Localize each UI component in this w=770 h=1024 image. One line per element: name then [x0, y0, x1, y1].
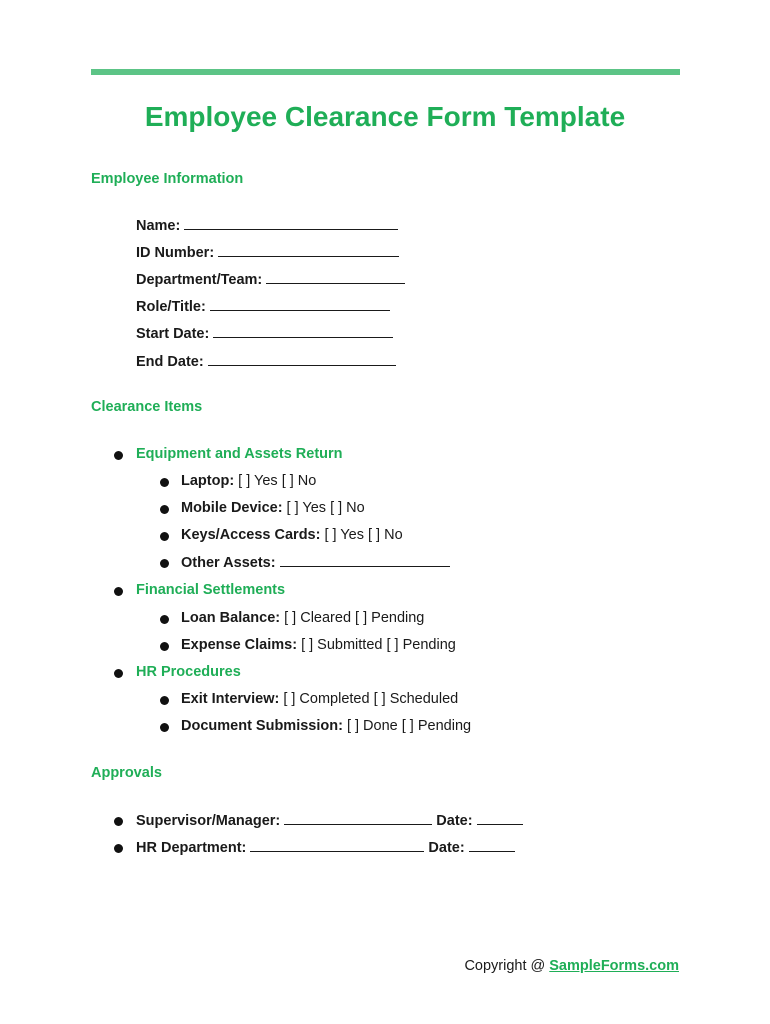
bullet-icon: [114, 587, 123, 596]
bullet-icon: [114, 817, 123, 826]
approval-supervisor: [136, 812, 523, 829]
item-laptop: [181, 473, 316, 489]
hr-date-blank[interactable]: [469, 839, 515, 852]
section-approvals: Approvals: [91, 765, 162, 781]
item-exit-interview: [181, 691, 458, 707]
end-date-blank[interactable]: [208, 353, 396, 366]
expense-claims-label: Expense Claims:: [181, 637, 298, 653]
exit-interview-options[interactable]: [ ] Completed [ ] Scheduled: [283, 691, 459, 707]
supervisor-label: Supervisor/Manager:: [136, 813, 281, 829]
department-blank[interactable]: [266, 271, 405, 284]
name-blank[interactable]: [184, 217, 398, 230]
item-loan-balance: [181, 610, 424, 626]
role-label: Role/Title:: [136, 299, 206, 315]
group-financial-settlements: Financial Settlements: [136, 582, 286, 598]
end-date-field[interactable]: [136, 353, 396, 370]
department-label: Department/Team:: [136, 272, 263, 288]
name-label: Name:: [136, 218, 181, 234]
item-expense-claims: [181, 637, 456, 653]
sampleforms-link[interactable]: SampleForms.com: [549, 958, 679, 974]
mobile-device-options[interactable]: [ ] Yes [ ] No: [286, 500, 365, 516]
role-blank[interactable]: [210, 298, 390, 311]
hr-signature-blank[interactable]: [250, 839, 424, 852]
supervisor-signature-blank[interactable]: [284, 812, 432, 825]
document-submission-options[interactable]: [ ] Done [ ] Pending: [346, 718, 472, 734]
other-assets-blank[interactable]: [280, 554, 450, 567]
keys-options[interactable]: [ ] Yes [ ] No: [324, 527, 403, 543]
item-other-assets: [181, 554, 450, 571]
page-title: Employee Clearance Form Template: [144, 101, 626, 132]
section-clearance-items: Clearance Items: [91, 399, 203, 415]
id-number-field[interactable]: [136, 244, 399, 261]
bullet-icon: [160, 642, 169, 651]
other-assets-label: Other Assets:: [181, 555, 276, 571]
role-field[interactable]: [136, 298, 390, 315]
id-number-blank[interactable]: [218, 244, 399, 257]
bullet-icon: [114, 844, 123, 853]
bullet-icon: [160, 478, 169, 487]
exit-interview-label: Exit Interview:: [181, 691, 280, 707]
approval-hr-department: [136, 839, 515, 856]
start-date-field[interactable]: [136, 325, 393, 342]
bullet-icon: [160, 505, 169, 514]
hr-department-label: HR Department:: [136, 840, 247, 856]
laptop-label: Laptop:: [181, 473, 235, 489]
bullet-icon: [114, 451, 123, 460]
supervisor-date-label: Date:: [436, 813, 473, 829]
bullet-icon: [114, 669, 123, 678]
bullet-icon: [160, 696, 169, 705]
department-field[interactable]: [136, 271, 405, 288]
loan-balance-options[interactable]: [ ] Cleared [ ] Pending: [284, 610, 425, 626]
start-date-label: Start Date:: [136, 326, 210, 342]
mobile-device-label: Mobile Device:: [181, 500, 283, 516]
hr-date-label: Date:: [428, 840, 465, 856]
copyright-footer: [464, 958, 679, 974]
id-number-label: ID Number:: [136, 245, 215, 261]
name-field[interactable]: [136, 217, 398, 234]
end-date-label: End Date:: [136, 354, 204, 370]
loan-balance-label: Loan Balance:: [181, 610, 281, 626]
item-document-submission: [181, 718, 471, 734]
start-date-blank[interactable]: [213, 325, 393, 338]
top-accent-bar: [91, 69, 680, 75]
bullet-icon: [160, 723, 169, 732]
bullet-icon: [160, 615, 169, 624]
expense-claims-options[interactable]: [ ] Submitted [ ] Pending: [301, 637, 456, 653]
item-mobile-device: [181, 500, 365, 516]
copyright-text: Copyright @: [464, 958, 546, 974]
section-employee-information: Employee Information: [91, 171, 244, 187]
supervisor-date-blank[interactable]: [477, 812, 523, 825]
document-submission-label: Document Submission:: [181, 718, 343, 734]
item-keys-access-cards: [181, 527, 403, 543]
group-hr-procedures: HR Procedures: [136, 664, 241, 680]
group-equipment-assets: Equipment and Assets Return: [136, 446, 343, 462]
bullet-icon: [160, 532, 169, 541]
bullet-icon: [160, 559, 169, 568]
laptop-options[interactable]: [ ] Yes [ ] No: [238, 473, 317, 489]
keys-label: Keys/Access Cards:: [181, 527, 321, 543]
